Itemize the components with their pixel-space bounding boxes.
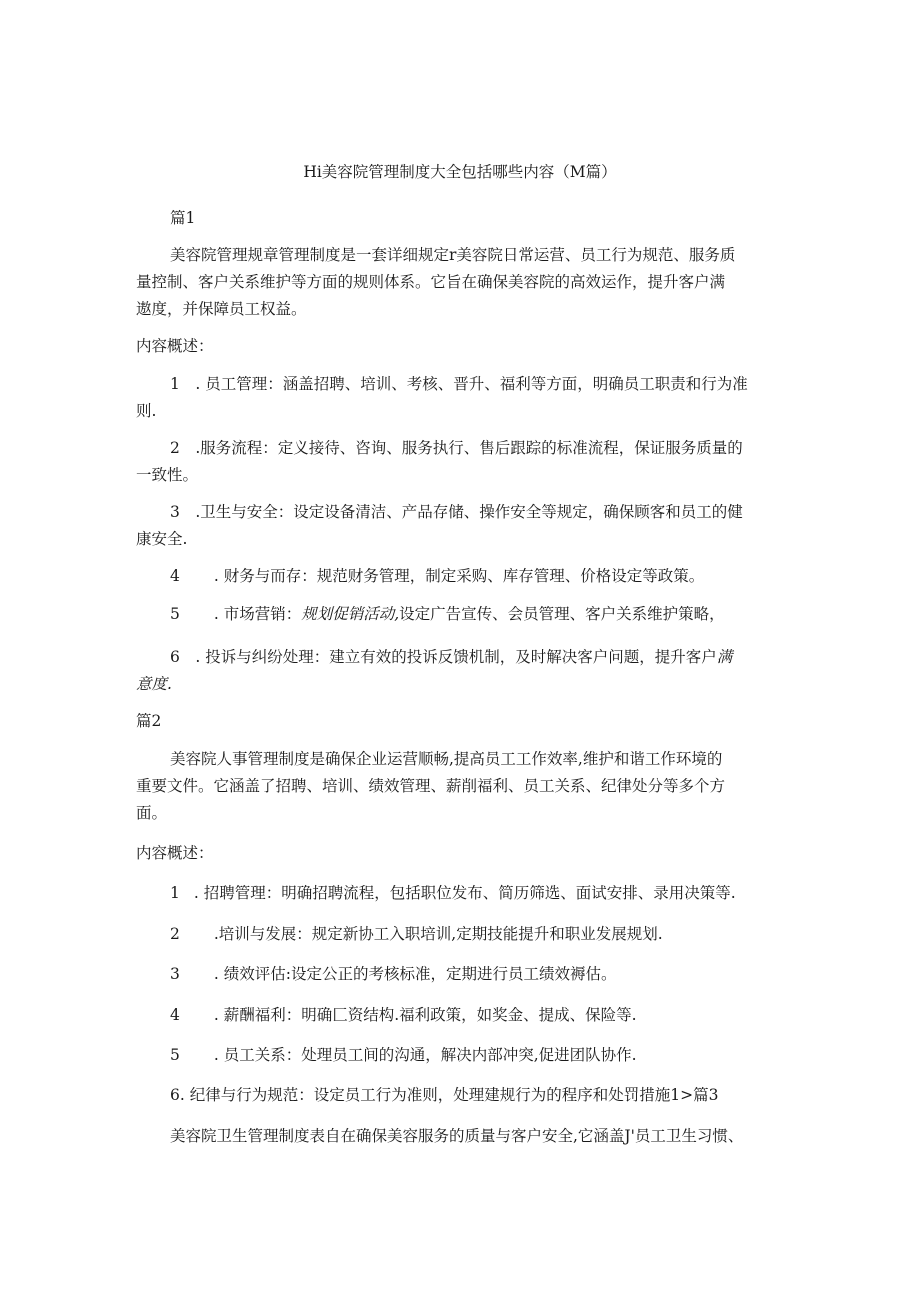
section-2-item-2-number: 2 <box>170 925 180 943</box>
section-2-overview-label: 内容概述： <box>136 844 214 862</box>
section-1-paragraph-line-3: 遨度，并保障员工权益。 <box>136 300 307 318</box>
section-2-item-3 <box>170 962 790 986</box>
section-2-item-5-text: . 员工关系：处理员工间的沟通，解决内部冲突,促进团队协作. <box>213 1046 637 1064</box>
section-2-item-5 <box>170 1043 790 1067</box>
section-1-overview-label: 内容概述： <box>136 337 214 355</box>
section-2-item-1 <box>170 881 790 905</box>
section-2-paragraph-line-3: 面。 <box>136 804 168 822</box>
section-1-item-5-prefix: . 市场营销： <box>213 605 302 623</box>
section-2-item-3-number: 3 <box>170 965 180 983</box>
section-1-item-5-suffix: 设定广告宣传、会员管理、客户关系维护策略， <box>399 605 725 623</box>
section-1-item-2-line-1: 2 .服务流程：定义接待、咨询、服务执行、售后跟踪的标准流程，保证服务质量的 <box>170 439 743 457</box>
section-1-item-3-line-1: 3 .卫生与安全：设定设备清洁、产品存储、操作安全等规定，确保顾客和员工的健 <box>170 503 743 521</box>
section-2-item-4-text: . 薪酬福利：明确匚资结构.福利政策，如奖金、提成、保险等. <box>213 1006 637 1024</box>
section-1-item-2-line-2: 一致性。 <box>136 466 199 484</box>
section-2-item-2-text: .培训与发展：规定新协工入职培训,定期技能提升和职业发展规划. <box>213 925 663 943</box>
section-1-item-6-italic-end: 满 <box>716 648 733 666</box>
section-1-item-5 <box>170 602 790 626</box>
section-1-item-6-line-2: 意度. <box>136 675 172 693</box>
section-3-paragraph-line-1: 美容院卫生管理制度表自在确保美容服务的质量与客户安全,它涵盖J'员工卫生习惯、 <box>170 1127 744 1145</box>
document-title: Hi美容院管理制度大全包括哪些内容（M篇） <box>303 163 617 181</box>
section-2-item-1-text: . 招聘管理：明确招聘流程，包括职位发布、简历筛选、面试安排、录用决策等. <box>193 884 736 902</box>
section-2-item-4 <box>170 1003 790 1027</box>
section-heading-2: 篇2 <box>136 712 162 730</box>
section-1-item-5-number: 5 <box>170 605 180 623</box>
section-1-item-6-text: 6 . 投诉与纠纷处理：建立有效的投诉反馈机制，及时解决客户问题，提升客户 <box>170 648 717 666</box>
section-2-paragraph-line-1: 美容院人事管理制度是确保企业运营顺畅,提高员工工作效率,维护和谐工作环境的 <box>170 750 723 768</box>
section-1-item-3-line-2: 康安全. <box>136 530 188 548</box>
section-1-item-1-line-1: 1 . 员工管理：涵盖招聘、培训、考核、晋升、福利等方面，明确员工职责和行为准 <box>170 375 748 393</box>
section-1-paragraph-line-2: 量控制、客户关系维护等方面的规则体系。它旨在确保美容院的高效运作，提升客户满 <box>136 273 726 291</box>
section-2-item-3-text: . 绩效评估:设定公正的考核标准，定期进行员工绩效褥估。 <box>213 965 617 983</box>
section-2-item-5-number: 5 <box>170 1046 180 1064</box>
section-1-item-5-italic: 规划促销活动, <box>301 605 400 623</box>
section-1-paragraph-line-1: 美容院管理规章管理制度是一套详细规定r美容院日常运营、员工行为规范、服务质 <box>170 246 736 264</box>
section-2-item-4-number: 4 <box>170 1006 180 1024</box>
section-1-item-4-number: 4 <box>170 567 180 585</box>
section-heading-1: 篇1 <box>170 209 196 227</box>
section-2-item-2 <box>170 922 790 946</box>
section-2-item-6: 6. 纪律与行为规范：设定员工行为准则，处理建规行为的程序和处罚措施1>篇3 <box>170 1086 719 1104</box>
section-1-item-4-text: . 财务与而存：规范财务管理，制定采购、库存管理、价格设定等政策。 <box>213 567 705 585</box>
section-1-item-1-line-2: 则. <box>136 402 157 420</box>
section-1-item-6-line-1 <box>170 645 790 669</box>
section-2-paragraph-line-2: 重要文件。它涵盖了招聘、培训、绩效管理、薪削福利、员工关系、纪律处分等多个方 <box>136 777 726 795</box>
section-2-item-1-number: 1 <box>170 884 180 902</box>
section-1-item-4 <box>170 564 790 588</box>
